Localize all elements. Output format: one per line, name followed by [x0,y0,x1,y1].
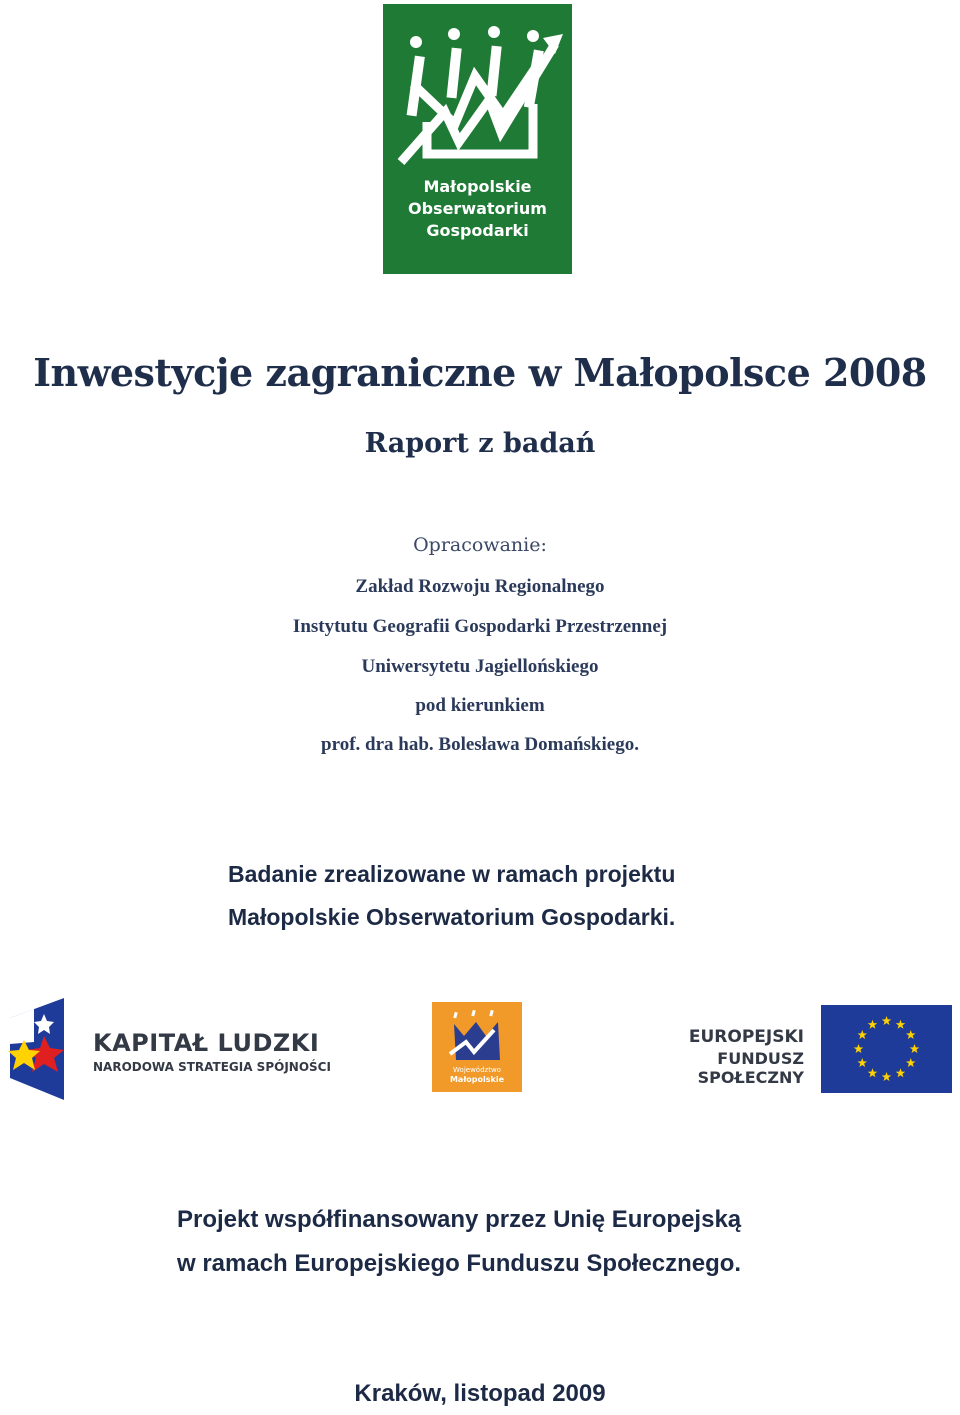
kapital-ludzki-flag-icon [4,996,74,1104]
logo-text-line-1: Małopolskie [423,177,532,196]
eu-star [882,1072,892,1081]
author-line: Uniwersytetu Jagiellońskiego [361,656,599,677]
efs-line-2: FUNDUSZ SPOŁECZNY [697,1049,804,1087]
eu-star [896,1020,906,1029]
funding-note-line-2: w ramach Europejskiego Funduszu Społecznego. [177,1250,742,1277]
eu-stars-icon [821,1005,952,1093]
eu-flag [821,1005,952,1093]
author-line: pod kierunkiem [415,695,545,716]
kapital-ludzki-name: KAPITAŁ LUDZKI [93,1029,320,1057]
mog-logo [383,4,572,274]
author-line: Instytutu Geografii Gospodarki Przestrzennej [292,616,668,637]
prepared-by-label: Opracowanie: [413,534,547,556]
eu-star [896,1068,906,1077]
eu-star [858,1030,868,1039]
logo-text-line-3: Gospodarki [426,221,529,240]
eu-star [868,1068,878,1077]
report-subtitle: Raport z badań [364,428,596,459]
eu-star [906,1030,916,1039]
malopolskie-label: Małopolskie [449,1075,505,1084]
wojewodztwo-malopolskie-logo [432,1002,522,1092]
report-title: Inwestycje zagraniczne w Małopolsce 2008 [33,350,927,395]
wojewodztwo-label: Województwo [453,1066,501,1074]
eu-star [854,1044,864,1053]
funding-note-line-1: Projekt współfinansowany przez Unię Europejską [177,1206,742,1233]
kapital-ludzki-subtitle: NARODOWA STRATEGIA SPÓJNOŚCI [93,1060,331,1074]
study-note-line-2: Małopolskie Obserwatorium Gospodarki. [228,904,676,930]
eu-star [858,1058,868,1067]
place-and-date: Kraków, listopad 2009 [354,1380,606,1407]
logo-text-line-2: Obserwatorium [408,199,547,218]
eu-star [910,1044,920,1053]
author-line: Zakład Rozwoju Regionalnego [355,576,605,597]
efs-line-1: EUROPEJSKI [688,1027,804,1047]
eu-star [882,1016,892,1025]
study-note-line-1: Badanie zrealizowane w ramach projektu [228,861,676,887]
eu-star [906,1058,916,1067]
author-line: prof. dra hab. Bolesława Domańskiego. [321,734,639,755]
eu-star [868,1020,878,1029]
